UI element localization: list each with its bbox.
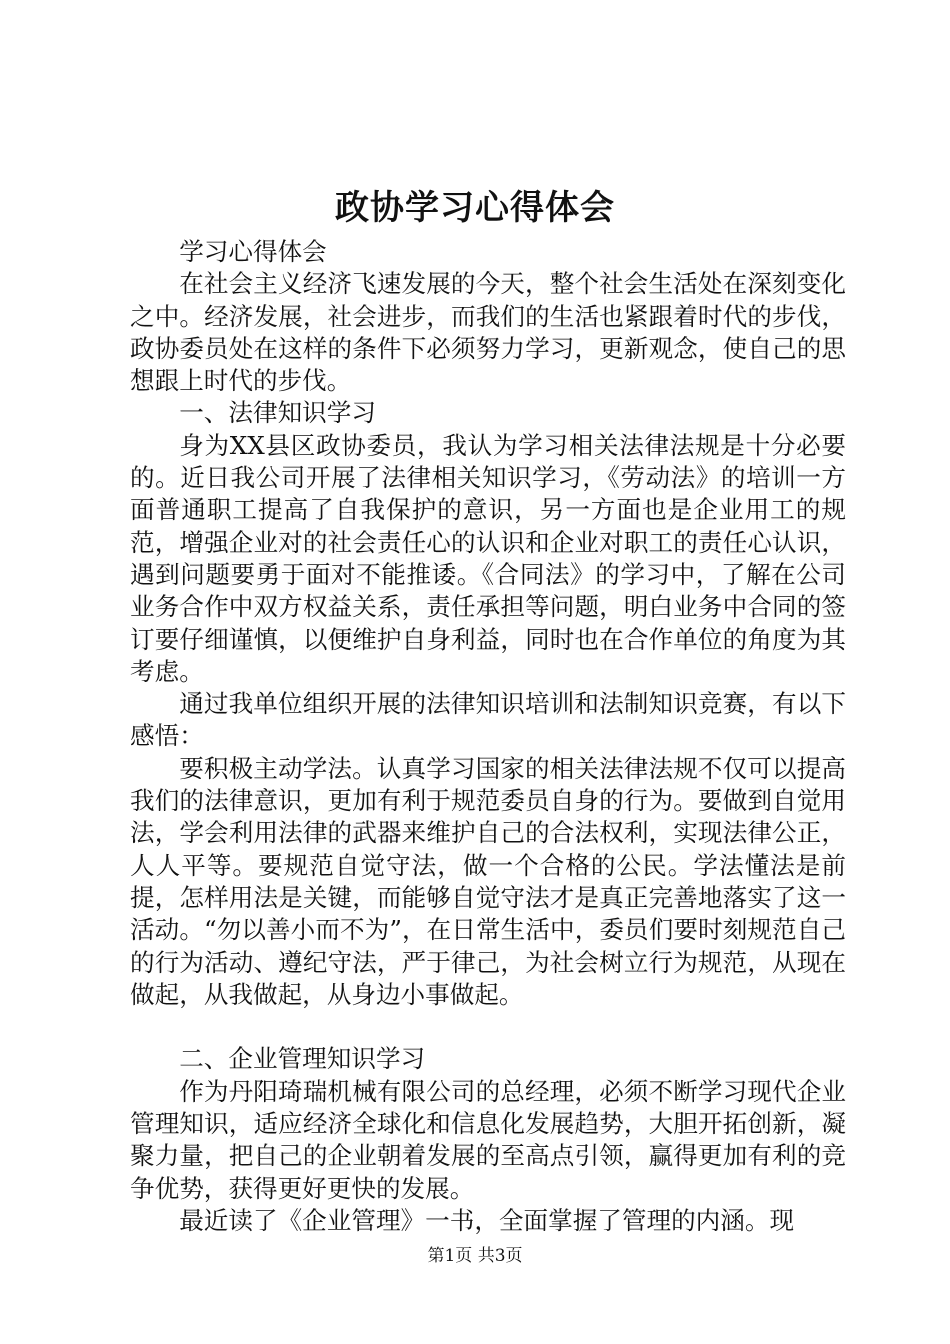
manager-paragraph: 作为丹阳琦瑞机械有限公司的总经理，必须不断学习现代企业管理知识，适应经济全球化和信息化发展趋势，大胆开拓创新，凝聚力量，把自己的企业朝着发展的至高点引领，赢得更加有利的竞争优势，获得更好更快的发展。	[130, 1076, 846, 1203]
law-paragraph: 身为XX县区政协委员，我认为学习相关法律法规是十分必要的。近日我公司开展了法律相关知识学习，《劳动法》的培训一方面普通职工提高了自我保护的意识，另一方面也是企业用工的规范，增强企业对的社会责任心的认识和企业对职工的责任心认识，遇到问题要勇于面对不能推诿。《合同法》的学习中，了解在公司业务合作中双方权益关系，责任承担等问题，明白业务中合同的签订要仔细谨慎，以便维护自身利益，同时也在合作单位的角度为其考虑。	[130, 430, 846, 686]
training-paragraph: 通过我单位组织开展的法律知识培训和法制知识竞赛，有以下感悟：	[130, 689, 846, 751]
section-heading-management: 二、企业管理知识学习	[179, 1044, 426, 1074]
insight-paragraph: 要积极主动学法。认真学习国家的相关法律法规不仅可以提高我们的法律意识，更加有利于规范委员自身的行为。要做到自觉用法，学会利用法律的武器来维护自己的合法权利，实现法律公正，人人平等。要规范自觉守法，做一个合格的公民。学法懂法是前提，怎样用法是关键，而能够自觉守法才是真正完善地落实了这一活动。“勿以善小而不为”，在日常生活中，委员们要时刻规范自己的行为活动、遵纪守法，严于律己，为社会树立行为规范，从现在做起，从我做起，从身边小事做起。	[130, 753, 846, 1009]
page-number-footer: 第1页 共3页	[427, 1246, 523, 1266]
section-heading-law: 一、法律知识学习	[179, 398, 376, 428]
intro-paragraph: 在社会主义经济飞速发展的今天，整个社会生活处在深刻变化之中。经济发展，社会进步，而我们的生活也紧跟着时代的步伐，政协委员处在这样的条件下必须努力学习，更新观念，使自己的思想跟上时代的步伐。	[130, 269, 846, 396]
document-body	[130, 236, 846, 1237]
document-title: 政协学习心得体会	[335, 188, 615, 228]
reading-paragraph: 最近读了《企业管理》一书，全面掌握了管理的内涵。现	[179, 1205, 795, 1235]
subtitle-paragraph: 学习心得体会	[179, 237, 327, 266]
